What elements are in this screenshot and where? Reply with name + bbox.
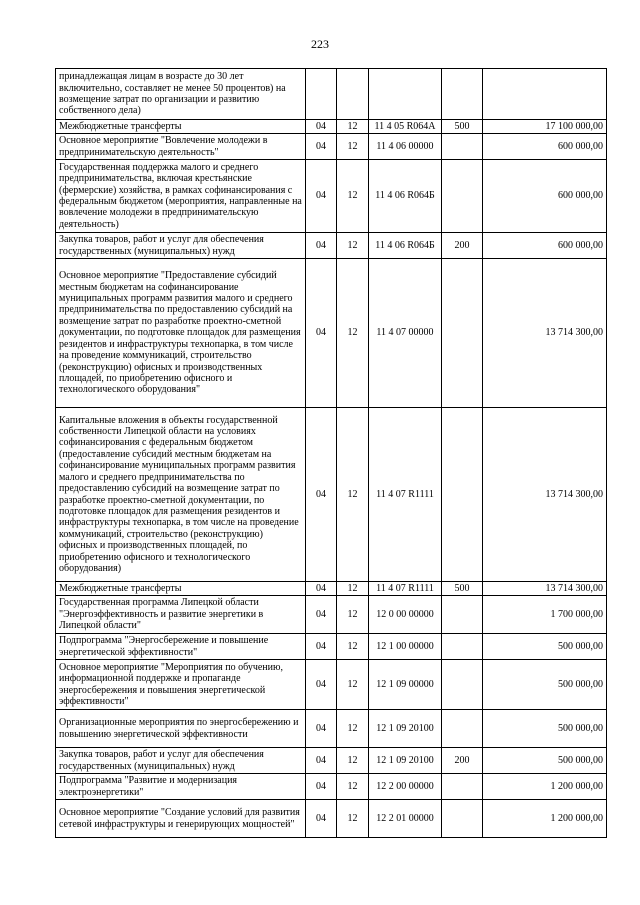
amount: 1 700 000,00 [483, 596, 607, 634]
table-row [56, 259, 607, 408]
ministry-code: 04 [306, 582, 337, 596]
table-row [56, 800, 607, 838]
table-row [56, 69, 607, 120]
row-name: Основное мероприятие "Мероприятия по обучению, информационной поддержке и пропаганде энергосбережения и повышения энергетической эффективности" [56, 660, 306, 710]
amount: 1 200 000,00 [483, 800, 607, 838]
amount: 600 000,00 [483, 233, 607, 259]
table-row [56, 596, 607, 634]
expense-type [442, 774, 483, 800]
page-number: 223 [311, 37, 329, 51]
target-article: 11 4 06 R064Б [369, 160, 442, 233]
budget-table [55, 68, 607, 838]
row-name: Межбюджетные трансферты [56, 582, 306, 596]
expense-type [442, 259, 483, 408]
table-row [56, 134, 607, 160]
table-row [56, 710, 607, 748]
ministry-code: 04 [306, 800, 337, 838]
target-article: 12 1 09 00000 [369, 660, 442, 710]
expense-type [442, 596, 483, 634]
table-row [56, 408, 607, 582]
target-article: 11 4 07 R1111 [369, 408, 442, 582]
target-article: 12 1 00 00000 [369, 634, 442, 660]
ministry-code: 04 [306, 774, 337, 800]
row-name: Закупка товаров, работ и услуг для обеспечения государственных (муниципальных) нужд [56, 748, 306, 774]
section-code: 12 [337, 660, 369, 710]
ministry-code: 04 [306, 596, 337, 634]
section-code: 12 [337, 582, 369, 596]
expense-type [442, 69, 483, 120]
table-row [56, 748, 607, 774]
section-code: 12 [337, 774, 369, 800]
budget-table-body [56, 69, 607, 838]
ministry-code: 04 [306, 408, 337, 582]
section-code: 12 [337, 596, 369, 634]
target-article: 12 2 00 00000 [369, 774, 442, 800]
expense-type [442, 160, 483, 233]
amount: 1 200 000,00 [483, 774, 607, 800]
amount: 17 100 000,00 [483, 120, 607, 134]
section-code [337, 69, 369, 120]
row-name: Капитальные вложения в объекты государственной собственности Липецкой области на условиях софинансирования с федеральным бюджетом (предоставление субсидий местным бюджетам на софинансирование муниципальных программ развития малого и среднего предпринимательства по предоставлению субсидий на возмещение затрат по разработке проектно-сметной документации, по подготовке площадок для размещения резидентов и инфраструктуры технопарка, в том числе на проведение коммуникаций, строительство (реконструкцию) офисных и производственных площадей, по приобретению офисного и технологического оборудования) [56, 408, 306, 582]
ministry-code: 04 [306, 233, 337, 259]
ministry-code: 04 [306, 660, 337, 710]
row-name: Межбюджетные трансферты [56, 120, 306, 134]
row-name: Подпрограмма "Развитие и модернизация электроэнергетики" [56, 774, 306, 800]
target-article: 11 4 06 R064Б [369, 233, 442, 259]
table-row [56, 774, 607, 800]
table-row [56, 582, 607, 596]
amount [483, 69, 607, 120]
target-article: 12 1 09 20100 [369, 748, 442, 774]
row-name: Основное мероприятие "Вовлечение молодежи в предпринимательскую деятельность" [56, 134, 306, 160]
ministry-code: 04 [306, 259, 337, 408]
target-article: 12 2 01 00000 [369, 800, 442, 838]
table-row [56, 634, 607, 660]
expense-type [442, 800, 483, 838]
target-article: 12 1 09 20100 [369, 710, 442, 748]
row-name: Организационные мероприятия по энергосбережению и повышению энергетической эффективности [56, 710, 306, 748]
expense-type [442, 710, 483, 748]
row-name: Основное мероприятие "Создание условий для развития сетевой инфраструктуры и генерирующих мощностей" [56, 800, 306, 838]
target-article [369, 69, 442, 120]
row-name: принадлежащая лицам в возрасте до 30 лет включительно, составляет не менее 50 процентов) на возмещение затрат по организации и развитию собственного дела) [56, 69, 306, 120]
expense-type [442, 634, 483, 660]
expense-type: 200 [442, 748, 483, 774]
expense-type [442, 408, 483, 582]
target-article: 11 4 07 R1111 [369, 582, 442, 596]
amount: 13 714 300,00 [483, 259, 607, 408]
table-row [56, 233, 607, 259]
amount: 600 000,00 [483, 134, 607, 160]
table-row [56, 660, 607, 710]
ministry-code: 04 [306, 634, 337, 660]
expense-type: 500 [442, 582, 483, 596]
section-code: 12 [337, 800, 369, 838]
target-article: 12 0 00 00000 [369, 596, 442, 634]
amount: 500 000,00 [483, 660, 607, 710]
section-code: 12 [337, 160, 369, 233]
amount: 500 000,00 [483, 710, 607, 748]
section-code: 12 [337, 748, 369, 774]
section-code: 12 [337, 233, 369, 259]
row-name: Государственная программа Липецкой области "Энергоэффективность и развитие энергетики в Липецкой области" [56, 596, 306, 634]
section-code: 12 [337, 634, 369, 660]
row-name: Закупка товаров, работ и услуг для обеспечения государственных (муниципальных) нужд [56, 233, 306, 259]
row-name: Подпрограмма "Энергосбережение и повышение энергетической эффективности" [56, 634, 306, 660]
ministry-code: 04 [306, 748, 337, 774]
section-code: 12 [337, 710, 369, 748]
amount: 500 000,00 [483, 748, 607, 774]
section-code: 12 [337, 259, 369, 408]
row-name: Основное мероприятие "Предоставление субсидий местным бюджетам на софинансирование муниципальных программ развития малого и среднего предпринимательства по предоставлению субсидий на возмещение затрат по разработке проектно-сметной документации, по подготовке площадок для размещения резидентов и инфраструктуры технопарка, в том числе на проведение коммуникаций, строительство (реконструкцию) офисных и производственных площадей, по приобретению офисного и технологического оборудования" [56, 259, 306, 408]
table-row [56, 120, 607, 134]
ministry-code: 04 [306, 120, 337, 134]
ministry-code: 04 [306, 710, 337, 748]
expense-type [442, 134, 483, 160]
amount: 500 000,00 [483, 634, 607, 660]
amount: 600 000,00 [483, 160, 607, 233]
target-article: 11 4 05 R064A [369, 120, 442, 134]
target-article: 11 4 06 00000 [369, 134, 442, 160]
ministry-code [306, 69, 337, 120]
expense-type [442, 660, 483, 710]
expense-type: 200 [442, 233, 483, 259]
expense-type: 500 [442, 120, 483, 134]
section-code: 12 [337, 408, 369, 582]
target-article: 11 4 07 00000 [369, 259, 442, 408]
table-row [56, 160, 607, 233]
amount: 13 714 300,00 [483, 408, 607, 582]
ministry-code: 04 [306, 134, 337, 160]
row-name: Государственная поддержка малого и среднего предпринимательства, включая крестьянские (фермерские) хозяйства, в рамках софинансирования с федеральным бюджетом (мероприятия, направленные на вовлечение молодежи в предпринимательскую деятельность) [56, 160, 306, 233]
amount: 13 714 300,00 [483, 582, 607, 596]
ministry-code: 04 [306, 160, 337, 233]
section-code: 12 [337, 120, 369, 134]
section-code: 12 [337, 134, 369, 160]
